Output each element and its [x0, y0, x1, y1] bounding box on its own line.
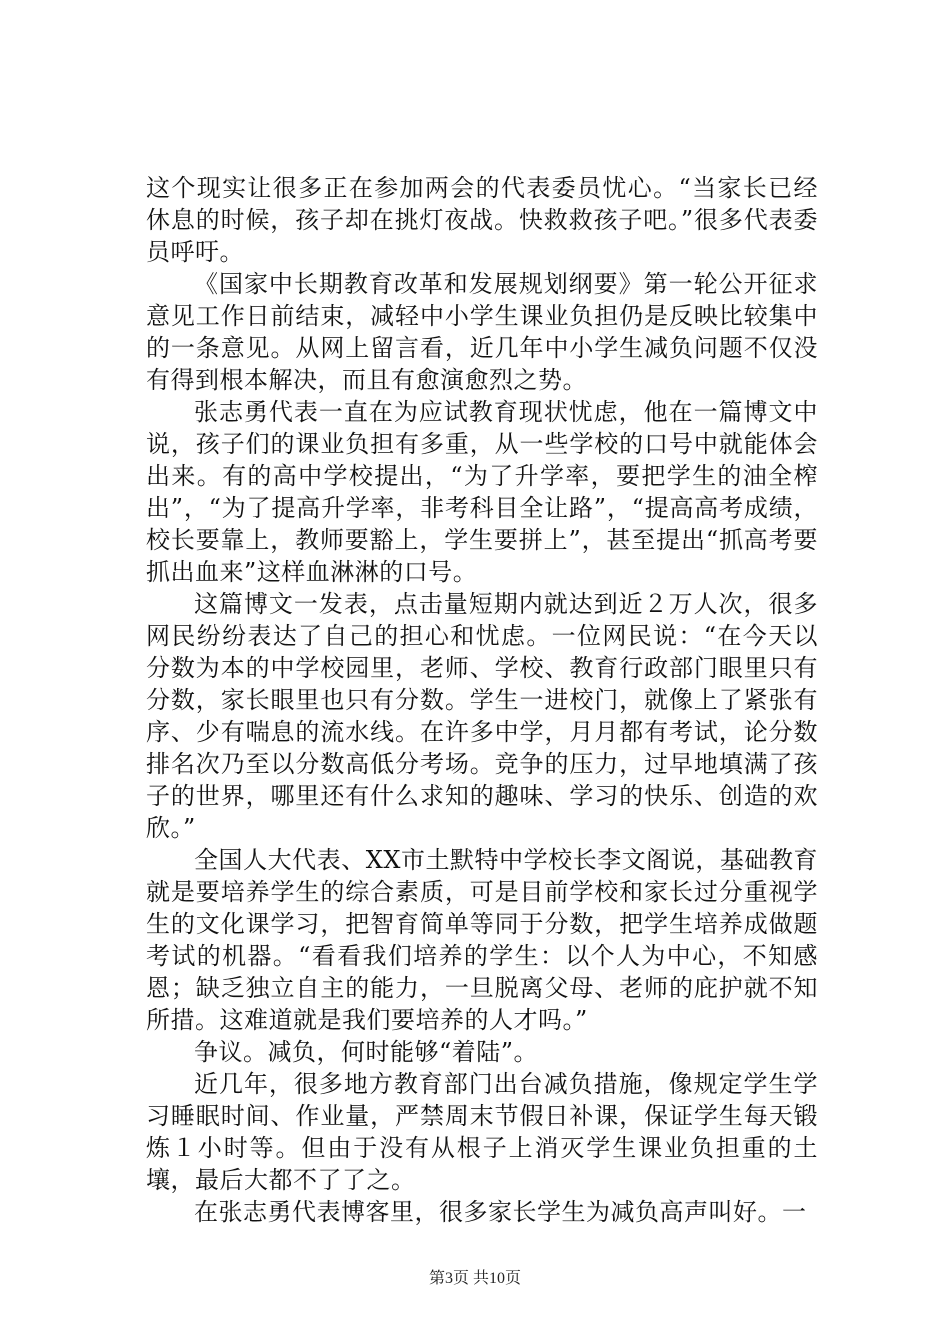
paragraph-7: 近几年，很多地方教育部门出台减负措施，像规定学生学习睡眠时间、作业量，严禁周末节假日补课，保证学生每天锻炼１小时等。但由于没有从根子上消灭学生课业负担重的土壤，最后大都不了了之。 — [146, 1070, 818, 1194]
paragraph-6: 争议。减负，何时能够“着陆”。 — [194, 1038, 539, 1066]
paragraph-5: 全国人大代表、XX市土默特中学校长李文阁说，基础教育就是要培养学生的综合素质，可是目前学校和家长过分重视学生的文化课学习，把智育简单等同于分数，把学生培养成做题考试的机器。“看看我们培养的学生：以个人为中心，不知感恩；缺乏独立自主的能力，一旦脱离父母、老师的庇护就不知所措。这难道就是我们要培养的人才吗。” — [146, 846, 818, 1034]
page-number-footer: 第3页 共10页 — [428, 1270, 521, 1287]
article-body — [146, 172, 818, 1228]
paragraph-8: 在张志勇代表博客里，很多家长学生为减负高声叫好。一 — [194, 1198, 807, 1226]
paragraph-1: 这个现实让很多正在参加两会的代表委员忧心。“当家长已经休息的时候，孩子却在挑灯夜战。快救救孩子吧。”很多代表委员呼吁。 — [146, 174, 818, 266]
paragraph-2: 《国家中长期教育改革和发展规划纲要》第一轮公开征求意见工作日前结束，减轻中小学生课业负担仍是反映比较集中的一条意见。从网上留言看，近几年中小学生减负问题不仅没有得到根本解决，而且有愈演愈烈之势。 — [146, 270, 818, 394]
paragraph-4: 这篇博文一发表，点击量短期内就达到近２万人次，很多网民纷纷表达了自己的担心和忧虑。一位网民说：“在今天以分数为本的中学校园里，老师、学校、教育行政部门眼里只有分数，家长眼里也只有分数。学生一进校门，就像上了紧张有序、少有喘息的流水线。在许多中学，月月都有考试，论分数排名次乃至以分数高低分考场。竞争的压力，过早地填满了孩子的世界，哪里还有什么求知的趣味、学习的快乐、创造的欢欣。” — [146, 590, 818, 842]
paragraph-3: 张志勇代表一直在为应试教育现状忧虑，他在一篇博文中说，孩子们的课业负担有多重，从一些学校的口号中就能体会出来。有的高中学校提出，“为了升学率，要把学生的油全榨出”，“为了提高升学率，非考科目全让路”，“提高高考成绩，校长要靠上，教师要豁上，学生要拼上”，甚至提出“抓高考要抓出血来”这样血淋淋的口号。 — [146, 398, 818, 586]
